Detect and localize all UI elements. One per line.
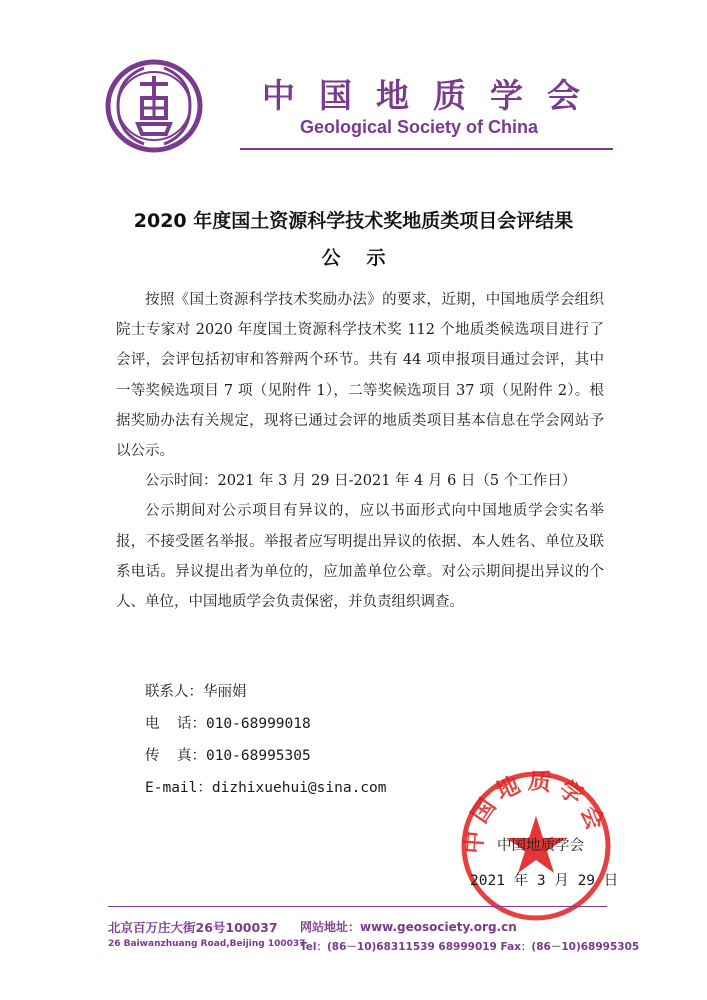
org-name-en: Geological Society of China <box>300 117 539 137</box>
contact-value: 华丽娟 <box>203 684 247 700</box>
signature-org: 中国地质学会 <box>497 838 584 854</box>
footer-website: 网站地址：www.geosociety.org.cn <box>300 920 517 934</box>
footer-address-en: 26 Baiwanzhuang Road,Beijing 100037 <box>108 939 306 949</box>
contact-email <box>145 776 387 797</box>
contact-label: 电 话： <box>145 716 206 732</box>
document-body <box>116 285 604 617</box>
paragraph: 公示时间：2021 年 3 月 29 日-2021 年 4 月 6 日（5 个工作日） <box>145 473 577 490</box>
document-subtitle: 公示 <box>321 247 412 269</box>
letterhead <box>0 0 707 160</box>
contact-phone <box>145 712 311 733</box>
contact-label: 联系人： <box>145 684 203 700</box>
org-name-cn: 中国地质学会 <box>262 76 604 115</box>
contact-fax <box>145 744 311 765</box>
footer-phones: Tel：(86－10)68311539 68999019 Fax：(86－10)68995305 <box>300 941 640 953</box>
signature-date: 2021 年 3 月 29 日 <box>470 873 619 889</box>
header-rule <box>240 148 613 150</box>
society-emblem-icon <box>104 58 204 154</box>
contact-person <box>145 680 247 701</box>
contact-value: dizhixuehui@sina.com <box>211 780 387 796</box>
seal-text: 中国地质学会 <box>461 768 611 855</box>
contact-label: 传 真： <box>145 748 206 764</box>
contact-label: E-mail： <box>145 780 212 796</box>
paragraph: 按照《国土资源科学技术奖励办法》的要求，近期，中国地质学会组织院士专家对 2020 年度国土资源科学技术奖 112 个地质类候选项目进行了会评，会评包括初审和答辩两个环节。共有 44 项申报项目通过会评，其中一等奖候选项目 7 项（见附件 1），二等奖候选项目 37 项（见附件 2）。根据奖励办法有关规定，现将已通过会评的地质类项目基本信息在学会网站予以公示。 <box>116 292 604 460</box>
contact-value: 010-68999018 <box>205 716 311 732</box>
contact-value: 010-68995305 <box>205 748 311 764</box>
footer-address-cn: 北京百万庄大街26号100037 <box>108 920 278 935</box>
document-title: 2020 年度国土资源科学技术奖地质类项目会评结果 <box>133 210 574 232</box>
paragraph: 公示期间对公示项目有异议的，应以书面形式向中国地质学会实名举报，不接受匿名举报。举报者应写明提出异议的依据、本人姓名、单位及联系电话。异议提出者为单位的，应加盖单位公章。对公示期间提出异议的个人、单位，中国地质学会负责保密，并负责组织调查。 <box>116 503 604 611</box>
footer-rule <box>108 906 607 907</box>
